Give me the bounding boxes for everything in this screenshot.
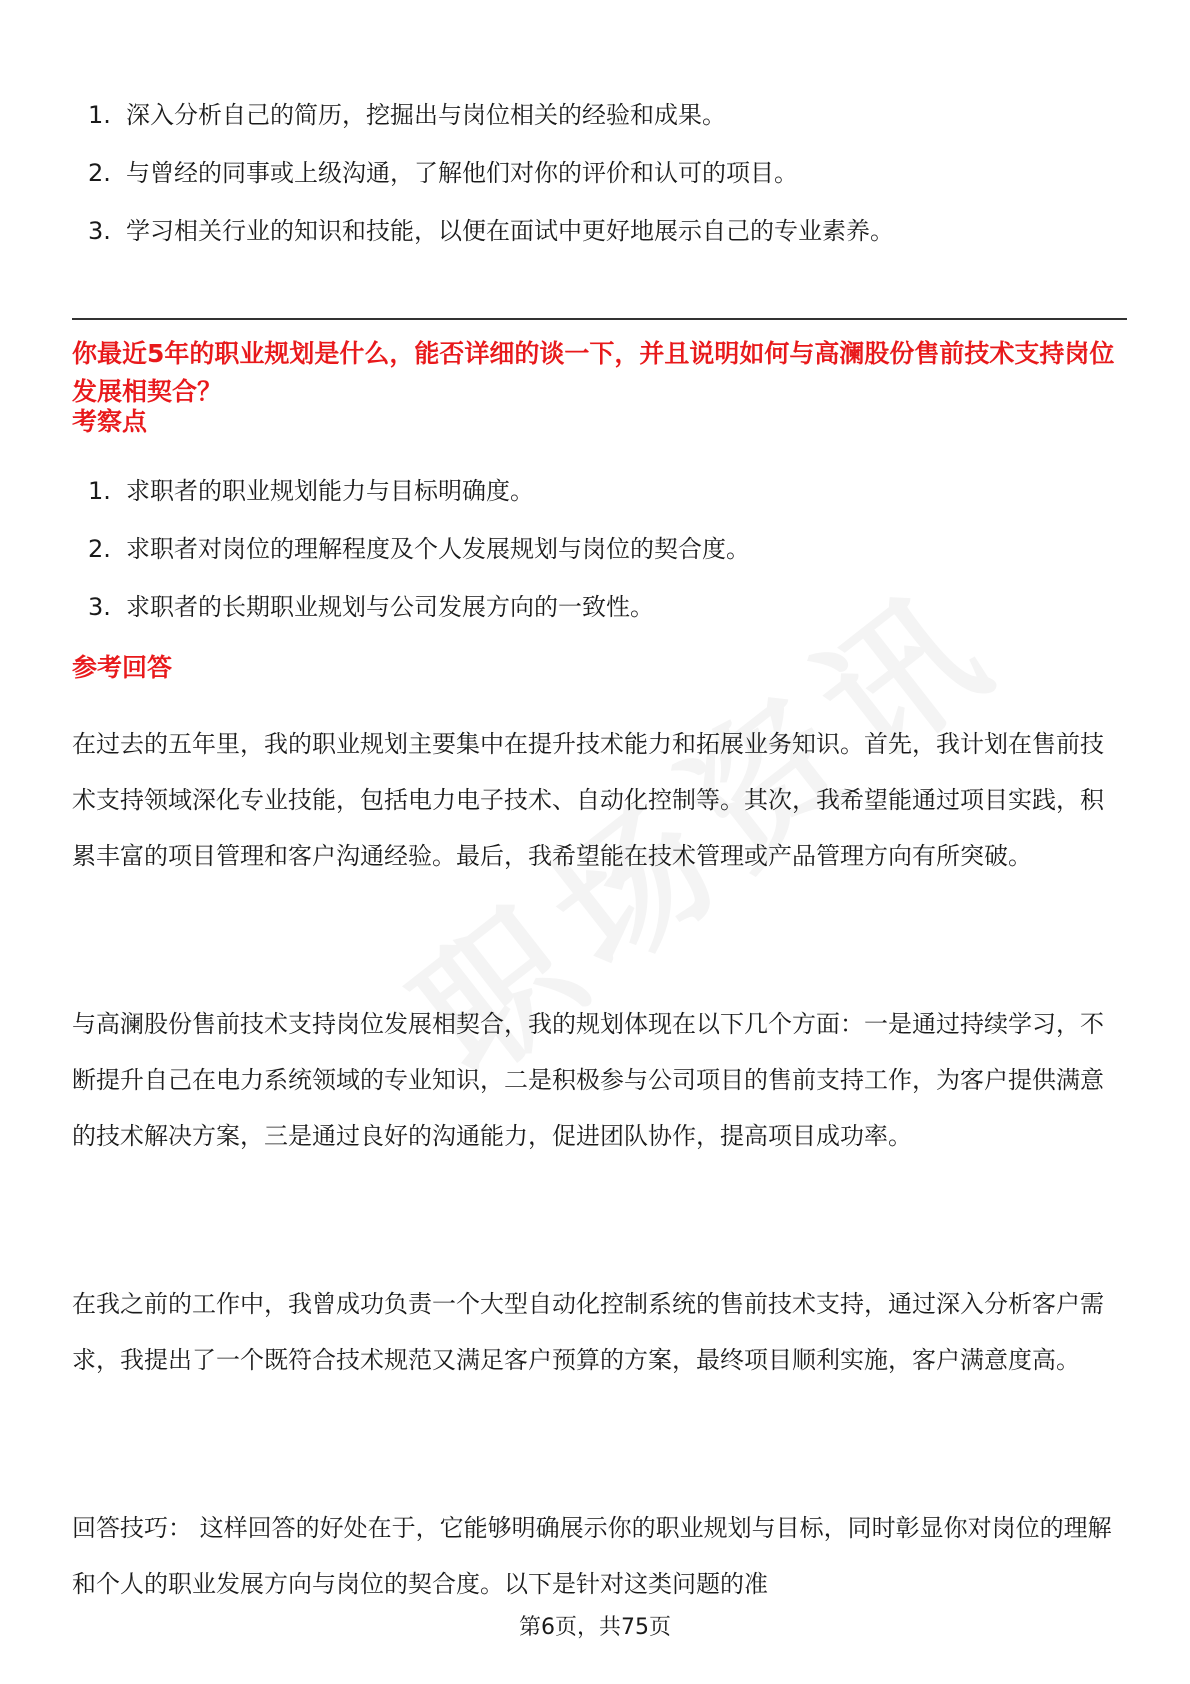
answer-paragraph-3: 在我之前的工作中，我曾成功负责一个大型自动化控制系统的售前技术支持，通过深入分析客户需求，我提出了一个既符合技术规范又满足客户预算的方案，最终项目顺利实施，客户满意度高。 (72, 1290, 1104, 1374)
list-item: 3. 求职者的长期职业规划与公司发展方向的一致性。 (88, 593, 654, 621)
list-item: 1. 求职者的职业规划能力与目标明确度。 (88, 477, 534, 505)
focus-heading: 考察点 (72, 407, 148, 436)
document-page (72, 0, 1127, 1684)
answer-paragraph-2: 与高澜股份售前技术支持岗位发展相契合，我的规划体现在以下几个方面：一是通过持续学习，不断提升自己在电力系统领域的专业知识，二是积极参与公司项目的售前支持工作，为客户提供满意的技术解决方案，三是通过良好的沟通能力，促进团队协作，提高项目成功率。 (72, 1010, 1104, 1150)
question-title: 你最近5年的职业规划是什么，能否详细的谈一下，并且说明如何与高澜股份售前技术支持岗位发展相契合？ (72, 339, 1115, 406)
list-item: 2. 与曾经的同事或上级沟通，了解他们对你的评价和认可的项目。 (88, 159, 798, 187)
answer-tips-paragraph: 回答技巧： 这样回答的好处在于，它能够明确展示你的职业规划与目标，同时彰显你对岗位的理解和个人的职业发展方向与岗位的契合度。以下是针对这类问题的准 (72, 1514, 1112, 1598)
focus-numbered-list (72, 462, 1127, 636)
section-divider (72, 318, 1127, 320)
answer-heading: 参考回答 (72, 653, 173, 682)
list-item: 3. 学习相关行业的知识和技能，以便在面试中更好地展示自己的专业素养。 (88, 217, 894, 245)
page-footer: 第6页，共75页 (519, 1615, 671, 1640)
answer-paragraph-1: 在过去的五年里，我的职业规划主要集中在提升技术能力和拓展业务知识。首先，我计划在售前技术支持领域深化专业技能，包括电力电子技术、自动化控制等。其次，我希望能通过项目实践，积累丰富的项目管理和客户沟通经验。最后，我希望能在技术管理或产品管理方向有所突破。 (72, 730, 1104, 870)
top-numbered-list (72, 86, 1127, 260)
list-item: 2. 求职者对岗位的理解程度及个人发展规划与岗位的契合度。 (88, 535, 750, 563)
list-item: 1. 深入分析自己的简历，挖掘出与岗位相关的经验和成果。 (88, 101, 726, 129)
